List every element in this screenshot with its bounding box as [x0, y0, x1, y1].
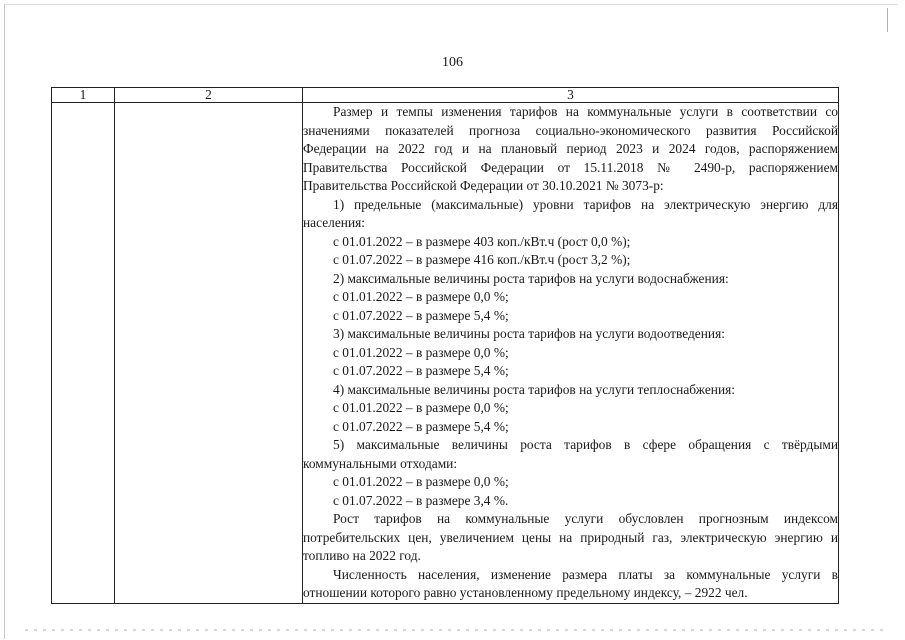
- cell-col-1: [52, 103, 115, 604]
- paragraph-growth-reason: Рост тарифов на коммунальные услуги обусловлен прогнозным индексом потребительских цен, увеличением цены на природный газ, электрическую энергию и топливо на 2022 год.: [303, 511, 838, 563]
- paragraph-item-5-line-1: с 01.01.2022 – в размере 0,0 %;: [333, 474, 509, 489]
- paragraph-item-4-heading: 4) максимальные величины роста тарифов на услуги теплоснабжения:: [333, 381, 735, 397]
- paragraph-item-3-line-1: с 01.01.2022 – в размере 0,0 %;: [333, 344, 509, 360]
- column-header-1: 1: [52, 88, 115, 103]
- paragraph-item-3-heading: 3) максимальные величины роста тарифов на услуги водоотведения:: [333, 326, 725, 341]
- cell-col-2: [115, 103, 303, 604]
- paragraph-item-5-heading: 5) максимальные величины роста тарифов в сфере обращения с твёрдыми коммунальными отходами:: [303, 437, 838, 471]
- cell-col-3: [303, 103, 839, 604]
- paragraph-item-3-line-2: с 01.07.2022 – в размере 5,4 %;: [333, 363, 509, 378]
- paragraph-item-1-line-1: с 01.01.2022 – в размере 403 коп./кВт.ч (рост 0,0 %);: [333, 233, 631, 249]
- paragraph-item-4-line-2: с 01.07.2022 – в размере 5,4 %;: [333, 418, 509, 434]
- paragraph-item-1-line-2: с 01.07.2022 – в размере 416 коп./кВт.ч (рост 3,2 %);: [333, 252, 631, 267]
- scan-corner-mark: [887, 8, 896, 32]
- paragraph-item-5-line-2: с 01.07.2022 – в размере 3,4 %.: [333, 492, 509, 508]
- paragraph-intro: Размер и темпы изменения тарифов на коммунальные услуги в соответствии со значениями показателей прогноза социально-экономического развития Российской Федерации на 2022 год и на плановый период 2023 и 2024 годов, распоряжением Правительства Российской Федерации от 15.11.2018 № 2490-р, распоряжением Правительства Российской Федерации от 30.10.2021 № 3073-р:: [303, 104, 838, 193]
- paragraph-item-2-heading: 2) максимальные величины роста тарифов на услуги водоснабжения:: [333, 270, 729, 286]
- column-header-3: 3: [303, 88, 839, 103]
- table-header-row: [52, 88, 839, 103]
- paragraph-item-4-line-1: с 01.01.2022 – в размере 0,0 %;: [333, 400, 509, 415]
- column-header-2: 2: [115, 88, 303, 103]
- table-row: [52, 103, 839, 604]
- document-table: [51, 87, 839, 604]
- paragraph-item-2-line-1: с 01.01.2022 – в размере 0,0 %;: [333, 289, 509, 304]
- paragraph-population: Численность населения, изменение размера платы за коммунальные услуги в отношении которого равно установленному предельному индексу, – 2922 чел.: [303, 566, 838, 600]
- paragraph-item-2-line-2: с 01.07.2022 – в размере 5,4 %;: [333, 307, 509, 323]
- paragraph-item-1-heading: 1) предельные (максимальные) уровни тарифов на электрическую энергию для населения:: [303, 196, 838, 230]
- scan-bottom-edge: [25, 629, 885, 631]
- page-number: 106: [442, 55, 463, 70]
